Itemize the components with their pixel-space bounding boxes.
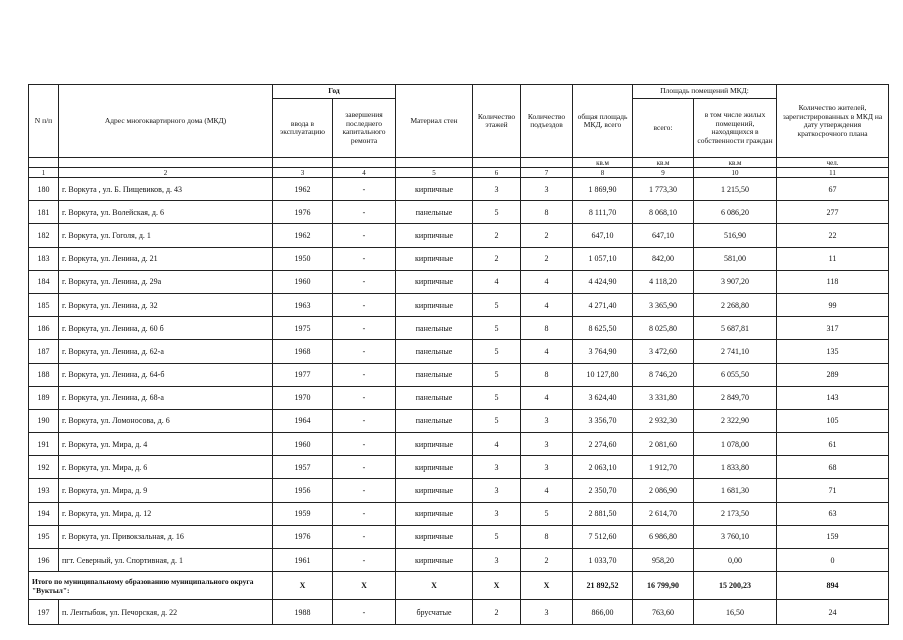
cell-floors: 3	[473, 502, 521, 525]
cell-material: кирпичные	[396, 247, 473, 270]
column-index: 9	[633, 168, 694, 178]
cell-year-built: 1959	[273, 502, 333, 525]
cell-floors: 2	[473, 600, 521, 625]
cell-entrances: 3	[521, 456, 573, 479]
cell-floors: 5	[473, 525, 521, 548]
cell-total-area: 647,10	[573, 224, 633, 247]
cell-floors: 5	[473, 201, 521, 224]
cell-area-all: 1 912,70	[633, 456, 694, 479]
cell-entrances: 8	[521, 317, 573, 340]
cell-number: 195	[29, 525, 59, 548]
cell-residents: 135	[777, 340, 889, 363]
cell-floors: 5	[473, 317, 521, 340]
cell-material: кирпичные	[396, 549, 473, 572]
cell-number: 189	[29, 386, 59, 409]
table-row	[29, 201, 889, 224]
table-row	[29, 363, 889, 386]
cell-residents: 99	[777, 293, 889, 316]
housing-register-table	[28, 84, 889, 625]
cell-year-built: 1960	[273, 433, 333, 456]
cell-entrances: 4	[521, 386, 573, 409]
table-row	[29, 525, 889, 548]
total-floors: X	[473, 572, 521, 600]
cell-area-private: 3 907,20	[694, 270, 777, 293]
cell-residents: 67	[777, 178, 889, 201]
header-area-group: Площадь помещений МКД:	[633, 85, 777, 99]
cell-area-all: 647,10	[633, 224, 694, 247]
cell-address: г. Воркута, ул. Ленина, д. 68-а	[59, 386, 273, 409]
cell-area-all: 3 331,80	[633, 386, 694, 409]
cell-entrances: 3	[521, 178, 573, 201]
total-area-private: 15 200,23	[694, 572, 777, 600]
cell-number: 191	[29, 433, 59, 456]
cell-year-repair: -	[333, 363, 396, 386]
table-row	[29, 270, 889, 293]
header-number: N п/п	[29, 85, 59, 158]
cell-floors: 5	[473, 340, 521, 363]
cell-entrances: 2	[521, 247, 573, 270]
cell-total-area: 10 127,80	[573, 363, 633, 386]
cell-area-all: 2 932,30	[633, 409, 694, 432]
cell-area-private: 5 687,81	[694, 317, 777, 340]
cell-area-all: 2 081,60	[633, 433, 694, 456]
column-index: 4	[333, 168, 396, 178]
table-row	[29, 456, 889, 479]
cell-year-repair: -	[333, 247, 396, 270]
cell-year-repair: -	[333, 317, 396, 340]
total-material: X	[396, 572, 473, 600]
cell-material: панельные	[396, 386, 473, 409]
cell-entrances: 4	[521, 293, 573, 316]
cell-total-area: 4 424,90	[573, 270, 633, 293]
cell-total-area: 7 512,60	[573, 525, 633, 548]
unit-total-area: кв.м	[573, 158, 633, 168]
cell-address: г. Воркута, ул. Мира, д. 6	[59, 456, 273, 479]
cell-material: кирпичные	[396, 502, 473, 525]
cell-area-private: 1 215,50	[694, 178, 777, 201]
cell-total-area: 2 881,50	[573, 502, 633, 525]
cell-residents: 61	[777, 433, 889, 456]
cell-total-area: 8 625,50	[573, 317, 633, 340]
cell-number: 197	[29, 600, 59, 625]
cell-material: панельные	[396, 363, 473, 386]
cell-year-built: 1970	[273, 386, 333, 409]
cell-floors: 3	[473, 456, 521, 479]
cell-area-all: 4 118,20	[633, 270, 694, 293]
cell-address: г. Воркута, ул. Гоголя, д. 1	[59, 224, 273, 247]
unit-cell	[473, 158, 521, 168]
cell-year-built: 1964	[273, 409, 333, 432]
cell-material: панельные	[396, 317, 473, 340]
cell-area-all: 8 068,10	[633, 201, 694, 224]
cell-residents: 24	[777, 600, 889, 625]
cell-address: п. Лентыбож, ул. Печорская, д. 22	[59, 600, 273, 625]
cell-residents: 289	[777, 363, 889, 386]
unit-residents: чел.	[777, 158, 889, 168]
cell-total-area: 3 764,90	[573, 340, 633, 363]
cell-address: г. Воркута, ул. Ленина, д. 60 б	[59, 317, 273, 340]
cell-year-repair: -	[333, 270, 396, 293]
cell-address: г. Воркута, ул. Ленина, д. 62-а	[59, 340, 273, 363]
cell-floors: 2	[473, 247, 521, 270]
cell-year-built: 1968	[273, 340, 333, 363]
cell-number: 193	[29, 479, 59, 502]
total-area-total: 21 892,52	[573, 572, 633, 600]
cell-area-private: 16,50	[694, 600, 777, 625]
cell-area-all: 2 086,90	[633, 479, 694, 502]
cell-material: панельные	[396, 201, 473, 224]
cell-floors: 3	[473, 479, 521, 502]
header-address: Адрес многоквартирного дома (МКД)	[59, 85, 273, 158]
cell-year-repair: -	[333, 409, 396, 432]
cell-residents: 63	[777, 502, 889, 525]
cell-material: кирпичные	[396, 433, 473, 456]
cell-number: 188	[29, 363, 59, 386]
cell-area-private: 2 849,70	[694, 386, 777, 409]
cell-area-private: 2 322,90	[694, 409, 777, 432]
cell-residents: 277	[777, 201, 889, 224]
unit-cell	[59, 158, 273, 168]
cell-area-all: 958,20	[633, 549, 694, 572]
cell-entrances: 4	[521, 479, 573, 502]
cell-floors: 3	[473, 549, 521, 572]
cell-total-area: 2 063,10	[573, 456, 633, 479]
cell-entrances: 8	[521, 201, 573, 224]
total-built: X	[273, 572, 333, 600]
cell-material: брусчатые	[396, 600, 473, 625]
total-entrances: X	[521, 572, 573, 600]
cell-residents: 105	[777, 409, 889, 432]
cell-total-area: 2 274,60	[573, 433, 633, 456]
cell-area-private: 2 173,50	[694, 502, 777, 525]
cell-material: кирпичные	[396, 270, 473, 293]
cell-floors: 5	[473, 293, 521, 316]
cell-year-built: 1988	[273, 600, 333, 625]
cell-number: 190	[29, 409, 59, 432]
cell-material: кирпичные	[396, 456, 473, 479]
column-index: 3	[273, 168, 333, 178]
total-row	[29, 572, 889, 600]
cell-year-built: 1976	[273, 201, 333, 224]
cell-area-all: 2 614,70	[633, 502, 694, 525]
cell-total-area: 8 111,70	[573, 201, 633, 224]
cell-total-area: 1 057,10	[573, 247, 633, 270]
cell-entrances: 8	[521, 363, 573, 386]
cell-year-repair: -	[333, 224, 396, 247]
unit-cell	[521, 158, 573, 168]
header-year-repair: завершения последнего капитального ремонта	[333, 99, 396, 158]
cell-number: 181	[29, 201, 59, 224]
cell-residents: 68	[777, 456, 889, 479]
cell-year-repair: -	[333, 549, 396, 572]
cell-year-built: 1977	[273, 363, 333, 386]
table-row	[29, 502, 889, 525]
header-total-area: общая площадь МКД, всего	[573, 85, 633, 158]
unit-cell	[333, 158, 396, 168]
cell-year-built: 1976	[273, 525, 333, 548]
cell-year-built: 1956	[273, 479, 333, 502]
cell-area-private: 3 760,10	[694, 525, 777, 548]
header-area-all: всего:	[633, 99, 694, 158]
cell-address: г. Воркута, ул. Ленина, д. 64-б	[59, 363, 273, 386]
table-row	[29, 433, 889, 456]
cell-year-repair: -	[333, 293, 396, 316]
table-row	[29, 317, 889, 340]
unit-cell	[273, 158, 333, 168]
cell-total-area: 3 624,40	[573, 386, 633, 409]
header-area-private: в том числе жилых помещений, находящихся в собственности граждан	[694, 99, 777, 158]
table-row	[29, 340, 889, 363]
header-year-group: Год	[273, 85, 396, 99]
cell-area-all: 3 365,90	[633, 293, 694, 316]
table-row	[29, 293, 889, 316]
column-index: 11	[777, 168, 889, 178]
table-row	[29, 224, 889, 247]
cell-material: кирпичные	[396, 293, 473, 316]
cell-year-repair: -	[333, 456, 396, 479]
cell-address: г. Воркута, ул. Мира, д. 9	[59, 479, 273, 502]
cell-entrances: 2	[521, 224, 573, 247]
table-header	[29, 85, 889, 178]
table-row	[29, 409, 889, 432]
cell-residents: 71	[777, 479, 889, 502]
column-index: 7	[521, 168, 573, 178]
cell-address: г. Воркута, ул. Ленина, д. 29а	[59, 270, 273, 293]
cell-total-area: 866,00	[573, 600, 633, 625]
cell-area-private: 2 741,10	[694, 340, 777, 363]
cell-area-private: 581,00	[694, 247, 777, 270]
cell-number: 187	[29, 340, 59, 363]
table-row	[29, 479, 889, 502]
cell-area-private: 516,90	[694, 224, 777, 247]
cell-floors: 4	[473, 270, 521, 293]
cell-number: 184	[29, 270, 59, 293]
housing-register-sheet	[28, 84, 888, 625]
unit-area-all: кв.м	[633, 158, 694, 168]
cell-total-area: 2 350,70	[573, 479, 633, 502]
cell-material: кирпичные	[396, 224, 473, 247]
cell-total-area: 1 869,90	[573, 178, 633, 201]
cell-floors: 5	[473, 363, 521, 386]
cell-total-area: 1 033,70	[573, 549, 633, 572]
cell-year-repair: -	[333, 178, 396, 201]
table-row	[29, 600, 889, 625]
cell-year-built: 1962	[273, 178, 333, 201]
cell-area-private: 1 078,00	[694, 433, 777, 456]
cell-residents: 143	[777, 386, 889, 409]
cell-floors: 5	[473, 386, 521, 409]
cell-area-private: 6 055,50	[694, 363, 777, 386]
cell-area-all: 8 746,20	[633, 363, 694, 386]
cell-residents: 118	[777, 270, 889, 293]
cell-address: г. Воркута, ул. Мира, д. 4	[59, 433, 273, 456]
cell-number: 196	[29, 549, 59, 572]
cell-floors: 4	[473, 433, 521, 456]
cell-year-repair: -	[333, 201, 396, 224]
cell-area-private: 1 833,80	[694, 456, 777, 479]
unit-area-private: кв.м	[694, 158, 777, 168]
column-index: 6	[473, 168, 521, 178]
cell-year-built: 1962	[273, 224, 333, 247]
header-year-built: ввода в эксплуатацию	[273, 99, 333, 158]
cell-floors: 2	[473, 224, 521, 247]
cell-entrances: 3	[521, 600, 573, 625]
total-residents: 894	[777, 572, 889, 600]
cell-floors: 3	[473, 178, 521, 201]
cell-address: г. Воркута, ул. Ленина, д. 21	[59, 247, 273, 270]
cell-address: г. Воркута, ул. Привокзальная, д. 16	[59, 525, 273, 548]
cell-year-built: 1960	[273, 270, 333, 293]
total-repair: X	[333, 572, 396, 600]
cell-area-private: 1 681,30	[694, 479, 777, 502]
cell-material: кирпичные	[396, 178, 473, 201]
cell-number: 192	[29, 456, 59, 479]
cell-address: г. Воркута , ул. Б. Пищевиков, д. 43	[59, 178, 273, 201]
cell-area-all: 3 472,60	[633, 340, 694, 363]
cell-address: пгт. Северный, ул. Спортивная, д. 1	[59, 549, 273, 572]
cell-number: 180	[29, 178, 59, 201]
cell-year-built: 1961	[273, 549, 333, 572]
cell-number: 194	[29, 502, 59, 525]
cell-address: г. Воркута, ул. Ленина, д. 32	[59, 293, 273, 316]
cell-year-repair: -	[333, 600, 396, 625]
cell-residents: 159	[777, 525, 889, 548]
cell-number: 182	[29, 224, 59, 247]
cell-year-built: 1975	[273, 317, 333, 340]
cell-area-all: 842,00	[633, 247, 694, 270]
table-body	[29, 178, 889, 625]
column-index: 10	[694, 168, 777, 178]
unit-cell	[29, 158, 59, 168]
cell-entrances: 2	[521, 549, 573, 572]
cell-material: кирпичные	[396, 479, 473, 502]
cell-year-built: 1963	[273, 293, 333, 316]
table-row	[29, 549, 889, 572]
table-row	[29, 247, 889, 270]
table-row	[29, 178, 889, 201]
cell-number: 183	[29, 247, 59, 270]
total-label: Итого по муниципальному образованию муниципального округа "Вуктыл":	[29, 572, 273, 600]
cell-material: кирпичные	[396, 525, 473, 548]
header-entrances: Количество подъездов	[521, 85, 573, 158]
cell-material: панельные	[396, 340, 473, 363]
cell-area-all: 8 025,80	[633, 317, 694, 340]
cell-area-private: 0,00	[694, 549, 777, 572]
cell-year-repair: -	[333, 525, 396, 548]
table-row	[29, 386, 889, 409]
cell-area-all: 763,60	[633, 600, 694, 625]
cell-entrances: 5	[521, 502, 573, 525]
cell-year-built: 1957	[273, 456, 333, 479]
column-index: 5	[396, 168, 473, 178]
cell-total-area: 4 271,40	[573, 293, 633, 316]
cell-year-repair: -	[333, 433, 396, 456]
cell-year-repair: -	[333, 340, 396, 363]
cell-area-all: 6 986,80	[633, 525, 694, 548]
cell-residents: 0	[777, 549, 889, 572]
cell-year-repair: -	[333, 386, 396, 409]
cell-entrances: 8	[521, 525, 573, 548]
cell-address: г. Воркута, ул. Ломоносова, д. 6	[59, 409, 273, 432]
unit-cell	[396, 158, 473, 168]
column-index: 8	[573, 168, 633, 178]
total-area-all: 16 799,90	[633, 572, 694, 600]
cell-entrances: 4	[521, 340, 573, 363]
cell-year-repair: -	[333, 479, 396, 502]
cell-area-all: 1 773,30	[633, 178, 694, 201]
cell-area-private: 6 086,20	[694, 201, 777, 224]
cell-area-private: 2 268,80	[694, 293, 777, 316]
cell-address: г. Воркута, ул. Мира, д. 12	[59, 502, 273, 525]
cell-residents: 317	[777, 317, 889, 340]
cell-year-repair: -	[333, 502, 396, 525]
cell-year-built: 1950	[273, 247, 333, 270]
cell-entrances: 3	[521, 409, 573, 432]
cell-residents: 22	[777, 224, 889, 247]
cell-number: 185	[29, 293, 59, 316]
cell-entrances: 4	[521, 270, 573, 293]
cell-number: 186	[29, 317, 59, 340]
header-floors: Количество этажей	[473, 85, 521, 158]
column-index: 2	[59, 168, 273, 178]
header-material: Материал стен	[396, 85, 473, 158]
header-residents: Количество жителей, зарегистрированных в МКД на дату утверждения краткосрочного плана	[777, 85, 889, 158]
cell-floors: 5	[473, 409, 521, 432]
cell-material: панельные	[396, 409, 473, 432]
cell-residents: 11	[777, 247, 889, 270]
cell-address: г. Воркута, ул. Волейская, д. 6	[59, 201, 273, 224]
column-index: 1	[29, 168, 59, 178]
cell-total-area: 3 356,70	[573, 409, 633, 432]
cell-entrances: 3	[521, 433, 573, 456]
